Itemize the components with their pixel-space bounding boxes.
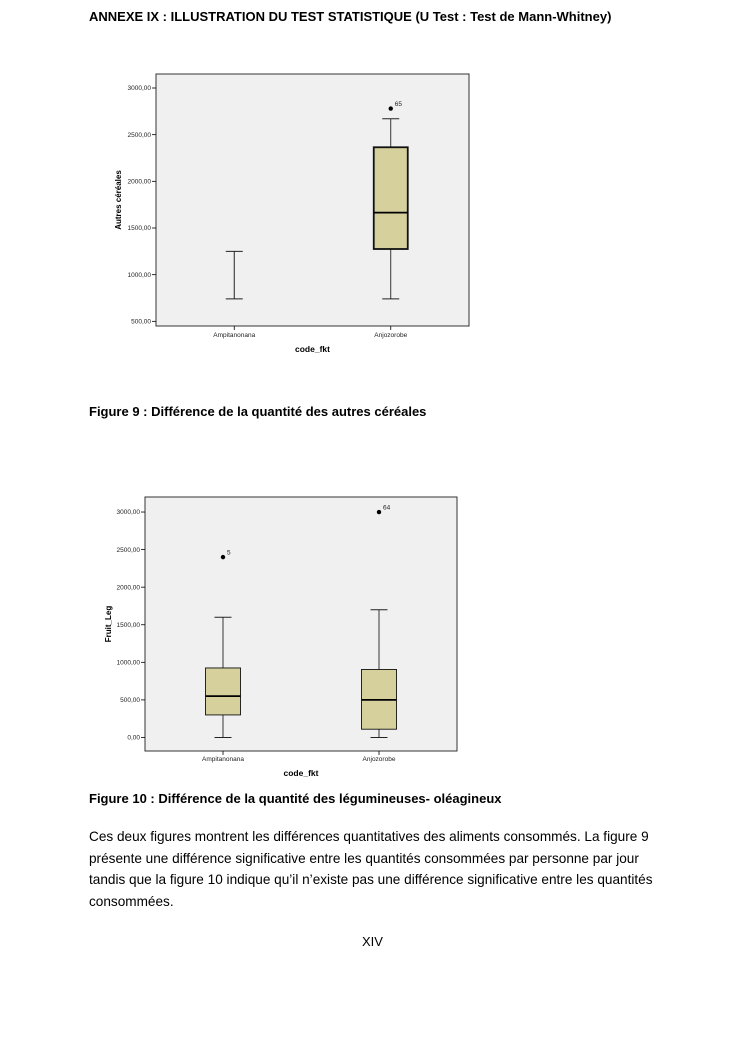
outlier-point xyxy=(389,106,393,110)
x-axis-label: code_fkt xyxy=(295,344,330,354)
outlier-point xyxy=(377,510,381,514)
figure-10-caption: Figure 10 : Différence de la quantité des légumineuses- oléagineux xyxy=(89,791,502,806)
y-tick-label: 3000,00 xyxy=(127,85,151,93)
x-tick-label: Ampitanonana xyxy=(213,332,256,339)
figure-9-caption: Figure 9 : Différence de la quantité des autres céréales xyxy=(89,404,427,419)
box-iqr xyxy=(374,147,408,249)
x-axis-label: code_fkt xyxy=(283,768,319,778)
y-axis-label: Autres céréales xyxy=(114,170,123,230)
outlier-point xyxy=(221,555,225,559)
outlier-label: 65 xyxy=(394,101,402,109)
y-tick-label: 1000,00 xyxy=(127,271,151,279)
y-tick-label: 1500,00 xyxy=(116,621,140,629)
boxplot-autres-cereales xyxy=(0,60,745,360)
y-tick-label: 2500,00 xyxy=(116,546,140,554)
y-tick-label: 1500,00 xyxy=(127,225,151,233)
box-iqr xyxy=(206,668,241,715)
y-tick-label: 2000,00 xyxy=(127,178,151,186)
y-tick-label: 2500,00 xyxy=(127,131,151,139)
plot-area xyxy=(156,74,469,326)
y-tick-label: 2000,00 xyxy=(116,584,140,592)
body-paragraph: Ces deux figures montrent les différences quantitatives des aliments consommés. La figure 9 présente une différence significative entre les quantités consommées par personne par jour tandis que la figure 10 indique qu’il n’existe pas une différence significative entre les quantités consommées. xyxy=(89,829,653,909)
y-axis-label: Fruit_Leg xyxy=(104,605,113,643)
page-number: XIV xyxy=(362,934,383,949)
x-tick-label: Anjozorobe xyxy=(362,756,396,763)
y-tick-label: 3000,00 xyxy=(116,509,140,517)
y-tick-label: 0,00 xyxy=(127,734,140,742)
plot-area xyxy=(145,497,457,751)
x-tick-label: Anjozorobe xyxy=(374,332,408,339)
x-tick-label: Ampitanonana xyxy=(202,756,244,763)
y-tick-label: 500,00 xyxy=(120,697,140,705)
boxplot-fruit-leg xyxy=(0,490,745,785)
y-tick-label: 1000,00 xyxy=(116,659,140,667)
outlier-label: 5 xyxy=(227,549,231,557)
y-tick-label: 500,00 xyxy=(131,318,151,326)
outlier-label: 64 xyxy=(383,504,391,512)
page-heading: ANNEXE IX : ILLUSTRATION DU TEST STATISTIQUE (U Test : Test de Mann-Whitney) xyxy=(89,9,612,24)
